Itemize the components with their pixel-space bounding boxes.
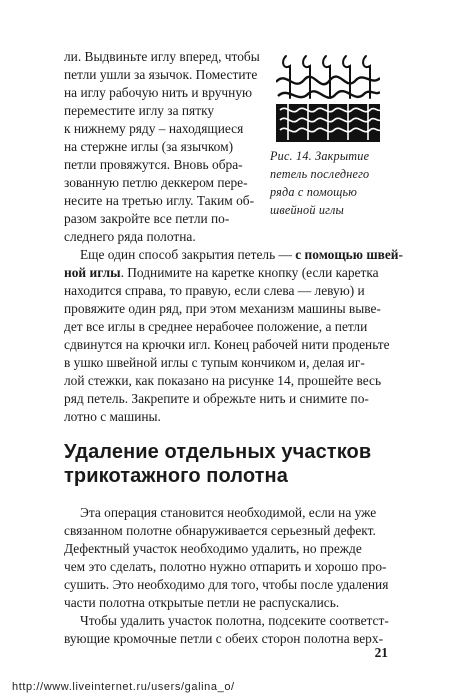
text-line: лотно с машины. — [64, 409, 161, 424]
text-line: петли провяжутся. Вновь обра- — [64, 157, 243, 172]
text-line: на стержне иглы (за язычком) — [64, 139, 234, 154]
text-span: Еще один способ закрытия петель — — [80, 247, 296, 262]
knitting-needle-illustration — [276, 52, 380, 142]
text-line: на иглу рабочую нить и вручную — [64, 85, 253, 100]
text-line: связанном полотне обнаруживается серьезный дефект. — [64, 523, 376, 538]
text-line: ряд петель. Закрепите и обрежьте нить и снимите по- — [64, 391, 369, 406]
figure-caption-line: петель последнего — [270, 167, 370, 181]
text-line: вующие кромочные петли с обеих сторон полотна верх- — [64, 631, 384, 646]
text-line: ли. Выдвиньте иглу вперед, чтобы — [64, 49, 260, 64]
text-line: петли ушли за язычок. Поместите — [64, 67, 258, 82]
figure-caption-line: ряда с помощью — [270, 185, 358, 199]
text-line: следнего ряда полотна. — [64, 229, 196, 244]
section-heading: Удаление отдельных участков — [64, 441, 372, 463]
figure-caption-line: швейной иглы — [270, 203, 344, 217]
text-line: сушить. Это необходимо для того, чтобы после удаления — [64, 577, 389, 592]
text-line: Чтобы удалить участок полотна, подсеките соответст- — [80, 613, 389, 628]
text-line: несите на третью иглу. Таким об- — [64, 193, 255, 208]
section-heading: трикотажного полотна — [64, 465, 288, 487]
text-line: переместите иглу за пятку — [64, 103, 215, 118]
text-line: чем это сделать, полотно нужно отпарить и хорошо про- — [64, 559, 387, 574]
text-line: Дефектный участок необходимо удалить, но прежде — [64, 541, 362, 556]
source-watermark: http://www.liveinternet.ru/users/galina_o/ — [12, 681, 235, 693]
text-line: лой стежки, как показано на рисунке 14, прошейте весь — [64, 373, 382, 388]
page-number: 21 — [374, 645, 388, 660]
text-line — [64, 264, 379, 281]
text-line: Эта операция становится необходимой, если на уже — [80, 505, 377, 520]
text-line: находится справа, то правую, если слева — левую) и — [64, 283, 365, 298]
text-line: зованную петлю деккером пере- — [64, 175, 248, 190]
text-line: к нижнему ряду – находящиеся — [64, 121, 244, 136]
text-line: части полотна открытые петли не распускались. — [64, 595, 340, 610]
emphasis-text: ной иглы — [64, 265, 121, 280]
text-line: провяжите один ряд, при этом механизм машины выве- — [64, 301, 381, 316]
text-line: дет все иглы в среднее нерабочее положение, а петли — [64, 319, 368, 334]
text-line — [80, 246, 403, 263]
text-span: . Поднимите на каретке кнопку (если каретка — [120, 265, 379, 280]
figure-caption-line: Рис. 14. Закрытие — [270, 149, 370, 163]
text-line: в ушко швейной иглы с тупым кончиком и, делая иг- — [64, 355, 365, 370]
text-line: разом закройте все петли по- — [64, 211, 230, 226]
emphasis-text: с помощью швей- — [295, 247, 403, 262]
text-line: сдвинутся на крючки игл. Конец рабочей нити проденьте — [64, 337, 390, 352]
